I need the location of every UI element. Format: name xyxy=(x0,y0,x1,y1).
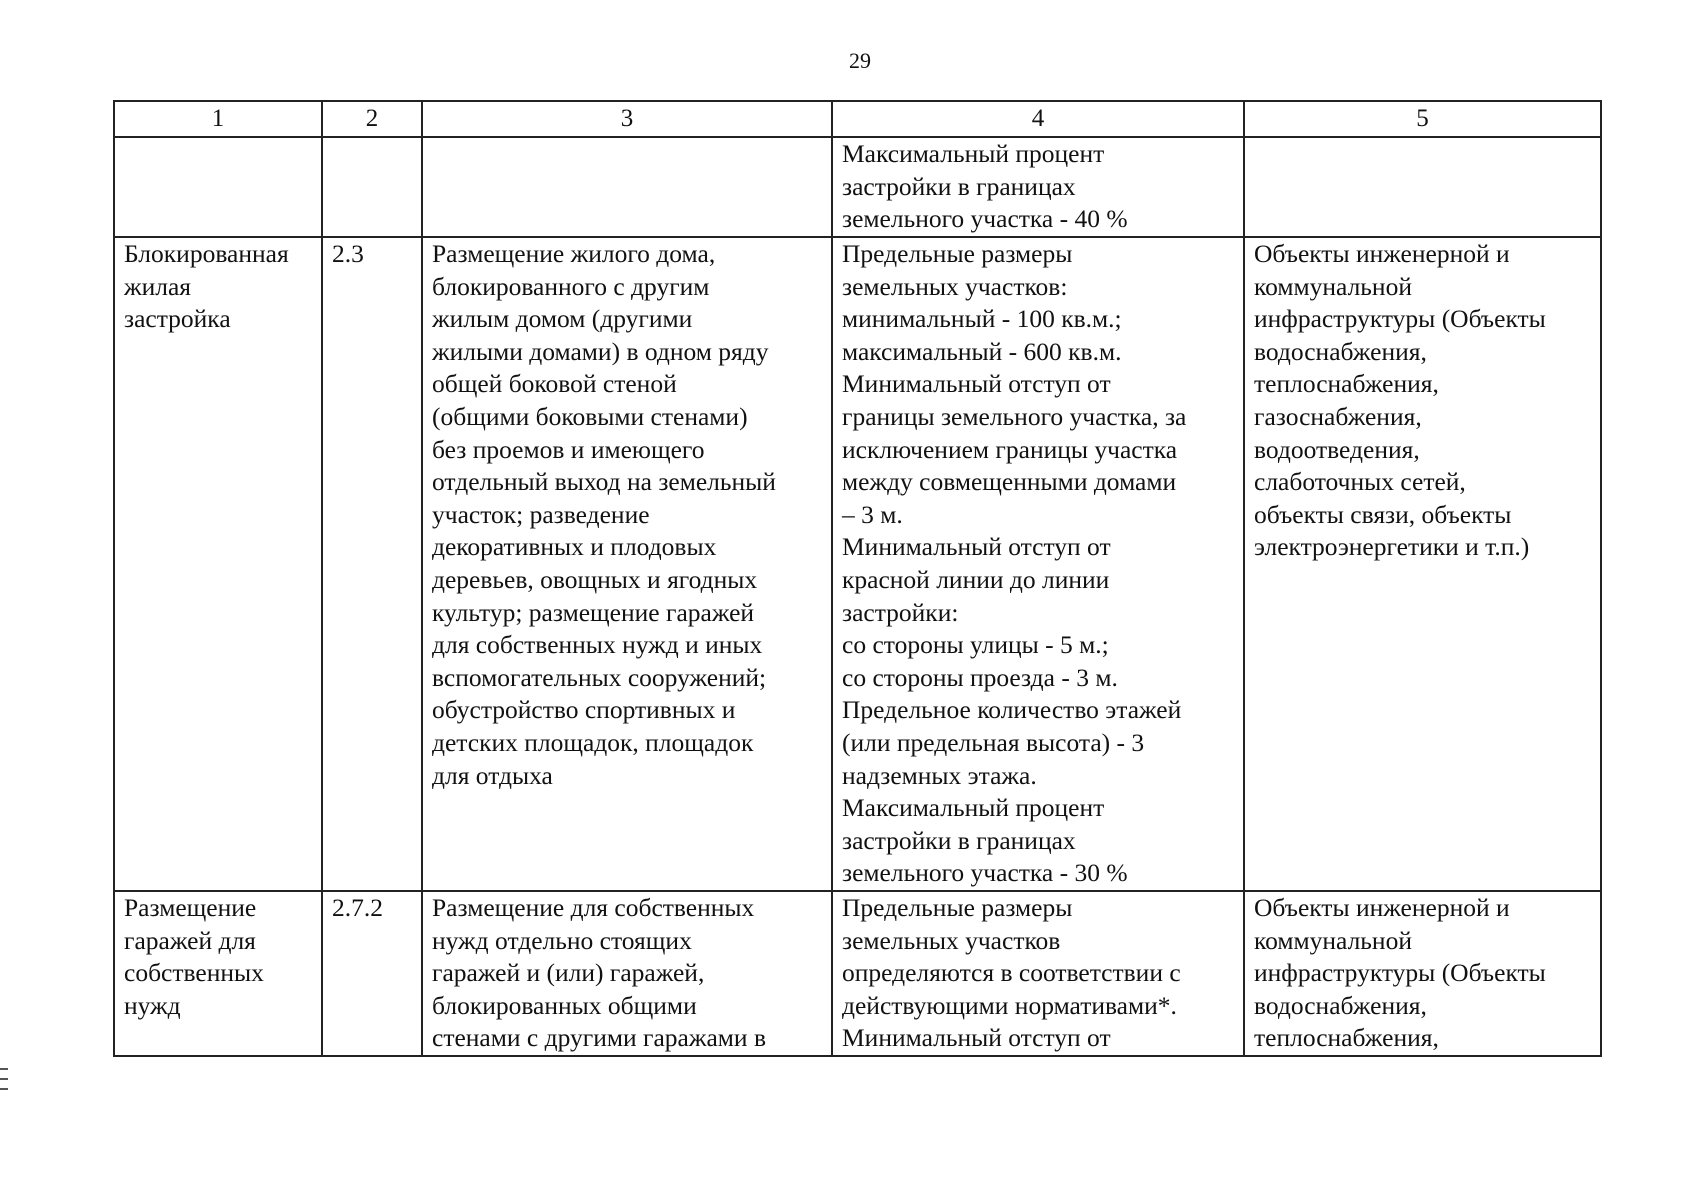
column-header: 2 xyxy=(322,101,422,137)
page-number: 29 xyxy=(849,48,871,73)
use-code-cell: 2.7.2 xyxy=(322,891,422,1056)
scan-edge-mark xyxy=(0,1088,8,1090)
use-code-cell: 2.3 xyxy=(322,237,422,891)
scan-edge-mark xyxy=(0,1068,8,1070)
use-description-cell xyxy=(422,137,832,237)
use-name-cell: Размещение гаражей для собственных нужд xyxy=(114,891,322,1056)
column-header: 4 xyxy=(832,101,1244,137)
use-description-cell: Размещение жилого дома, блокированного с другим жилым домом (другими жилыми домами) в одном ряду общей боковой стеной (общими боковыми стенами) без проемов и имеющего отдельный выход на земельный участок; разведение декоративных и плодовых деревьев, овощных и ягодных культур; размещение гаражей для собственных нужд и иных вспомогательных сооружений; обустройство спортивных и детских площадок, площадок для отдыха xyxy=(422,237,832,891)
scan-edge-marks xyxy=(0,1068,10,1098)
table-row xyxy=(114,891,1601,1056)
column-header: 3 xyxy=(422,101,832,137)
column-header: 5 xyxy=(1244,101,1601,137)
table-row xyxy=(114,237,1601,891)
use-name-cell xyxy=(114,137,322,237)
use-code-cell xyxy=(322,137,422,237)
zoning-table xyxy=(113,100,1602,1057)
use-description-cell: Размещение для собственных нужд отдельно стоящих гаражей и (или) гаражей, блокированных общими стенами с другими гаражами в xyxy=(422,891,832,1056)
column-header: 1 xyxy=(114,101,322,137)
scan-edge-mark xyxy=(0,1078,8,1080)
parameters-cell: Предельные размеры земельных участков определяются в соответствии с действующими нормативами*. Минимальный отступ от xyxy=(832,891,1244,1056)
use-name-cell: Блокированная жилая застройка xyxy=(114,237,322,891)
table-header-row xyxy=(114,101,1601,137)
permitted-objects-cell: Объекты инженерной и коммунальной инфраструктуры (Объекты водоснабжения, теплоснабжения, газоснабжения, водоотведения, слаботочных сетей, объекты связи, объекты электроэнергетики и т.п.) xyxy=(1244,237,1601,891)
parameters-cell: Максимальный процент застройки в границах земельного участка - 40 % xyxy=(832,137,1244,237)
parameters-cell: Предельные размеры земельных участков: минимальный - 100 кв.м.; максимальный - 600 кв.м. Минимальный отступ от границы земельного участка, за исключением границы участка между совмещенными домами – 3 м. Минимальный отступ от красной линии до линии застройки: со стороны улицы - 5 м.; со стороны проезда - 3 м. Предельное количество этажей (или предельная высота) - 3 надземных этажа. Максимальный процент застройки в границах земельного участка - 30 % xyxy=(832,237,1244,891)
permitted-objects-cell: Объекты инженерной и коммунальной инфраструктуры (Объекты водоснабжения, теплоснабжения, xyxy=(1244,891,1601,1056)
permitted-objects-cell xyxy=(1244,137,1601,237)
table-row xyxy=(114,137,1601,237)
